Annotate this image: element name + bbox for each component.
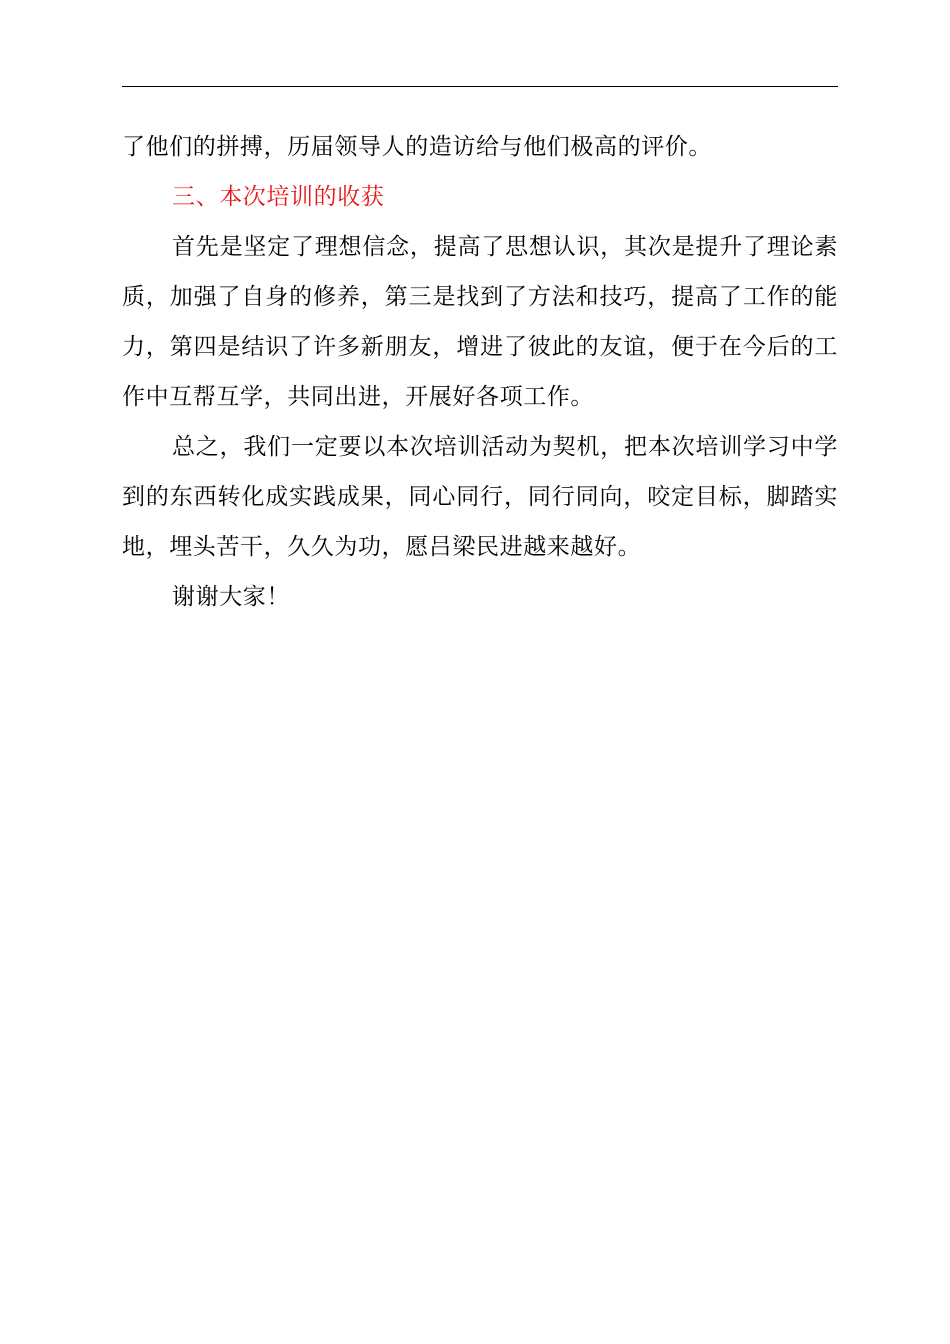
header-rule bbox=[122, 86, 838, 87]
paragraph-continuation: 了他们的拼搏，历届领导人的造访给与他们极高的评价。 bbox=[122, 134, 712, 160]
section-heading: 三、本次培训的收获 bbox=[172, 184, 385, 210]
document-body bbox=[122, 122, 838, 622]
paragraph-gains: 首先是坚定了理想信念，提高了思想认识，其次是提升了理论素质，加强了自身的修养，第三是找到了方法和技巧，提高了工作的能力，第四是结识了许多新朋友，增进了彼此的友谊，便于在今后的工作中互帮互学，共同出进，开展好各项工作。 bbox=[122, 234, 838, 410]
paragraph-thanks: 谢谢大家！ bbox=[172, 584, 290, 610]
paragraph-conclusion: 总之，我们一定要以本次培训活动为契机，把本次培训学习中学到的东西转化成实践成果，同心同行，同行同向，咬定目标，脚踏实地，埋头苦干，久久为功，愿吕梁民进越来越好。 bbox=[122, 434, 838, 560]
